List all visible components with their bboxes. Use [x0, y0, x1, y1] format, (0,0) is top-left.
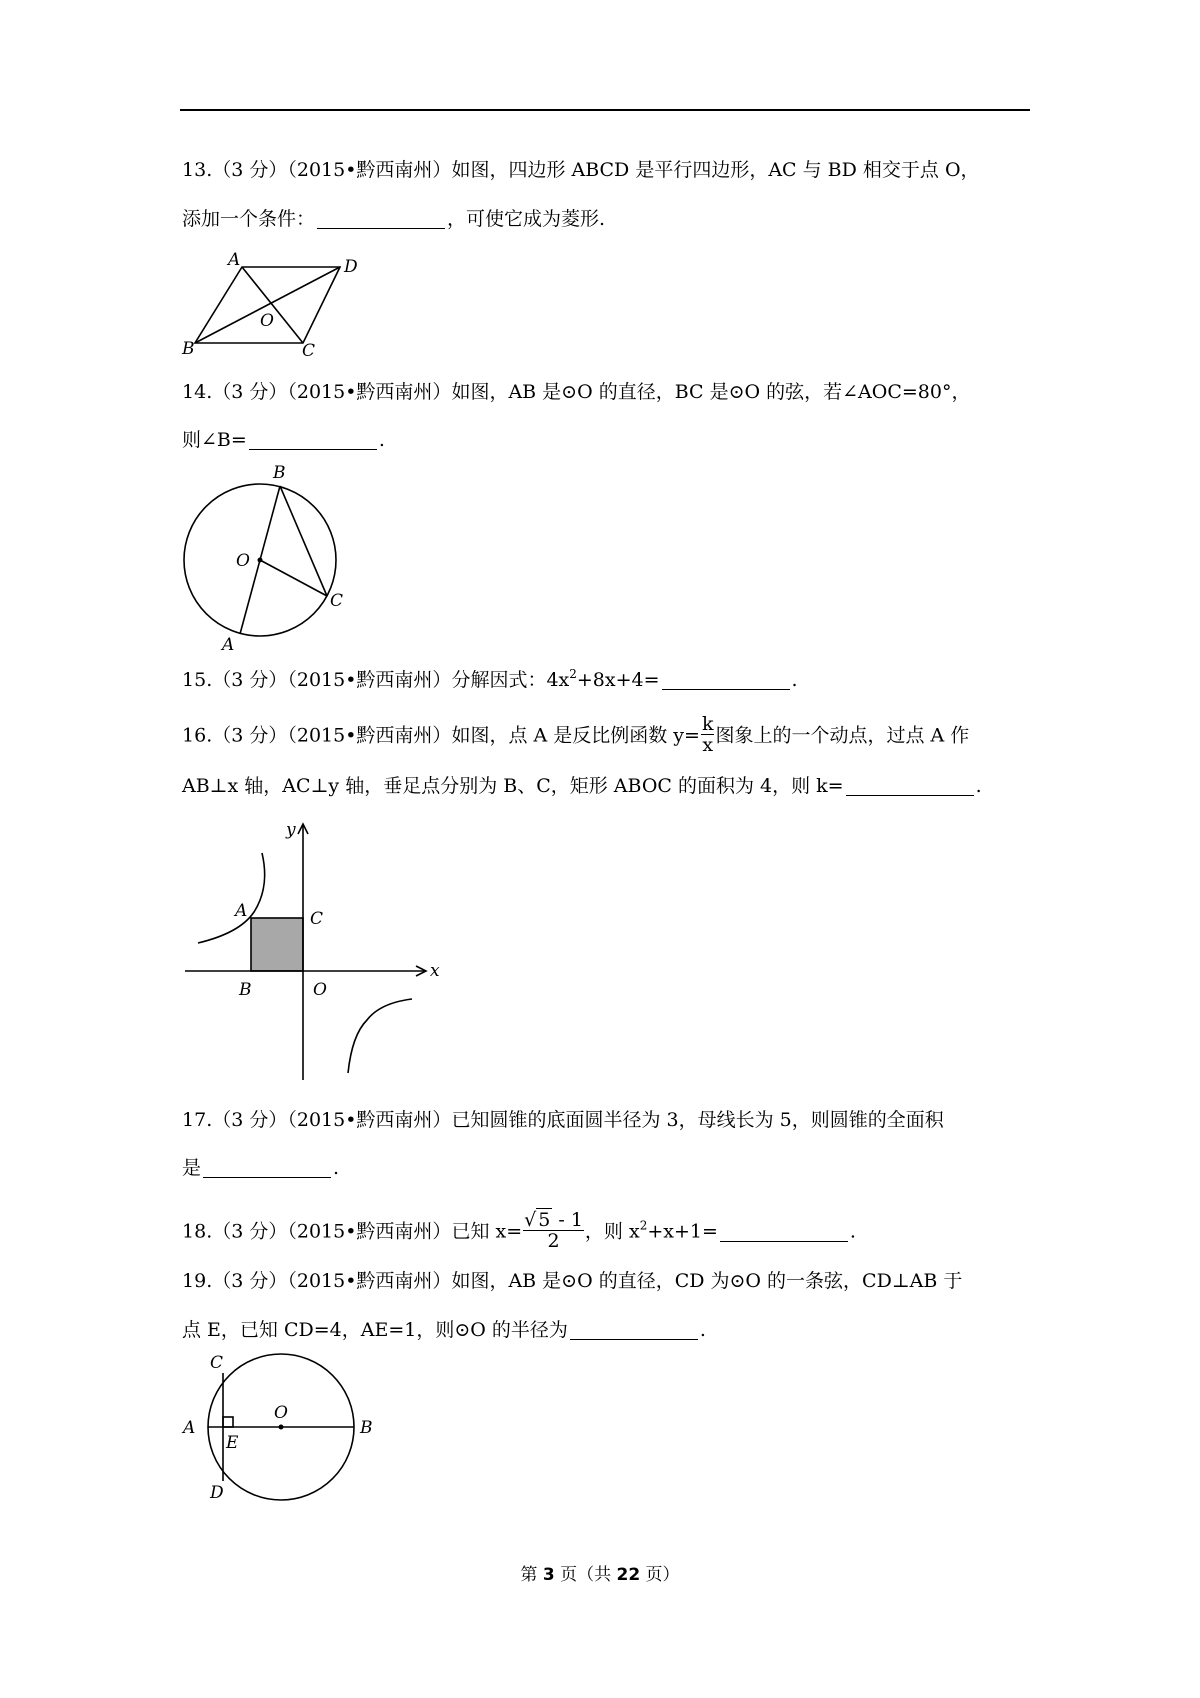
- question-source: （2015•黔西南州）: [287, 1109, 452, 1131]
- question-13-line-1: 13.（3 分）（2015•黔西南州）如图，四边形 ABCD 是平行四边形，AC 与 BD 相交于点 O，: [182, 159, 980, 181]
- question-score: （3 分）: [212, 1270, 288, 1292]
- question-source: （2015•黔西南州）: [287, 159, 452, 181]
- question-text: +x+1=: [647, 1220, 718, 1243]
- question-score: （3 分）: [212, 381, 288, 403]
- label-A: A: [222, 635, 235, 655]
- question-text: 分解因式：4x: [451, 669, 570, 691]
- question-source: （2015•黔西南州）: [287, 669, 452, 691]
- footer-text: 第: [520, 1565, 543, 1585]
- question-score: （3 分）: [212, 1109, 288, 1131]
- label-O: O: [236, 551, 250, 571]
- label-A: A: [228, 250, 241, 270]
- question-number: 18: [182, 1220, 207, 1243]
- question-17-line-2: [182, 1156, 339, 1180]
- question-source: （2015•黔西南州）: [287, 724, 452, 747]
- fraction-numerator: k: [701, 713, 714, 735]
- label-C: C: [302, 341, 316, 361]
- answer-blank[interactable]: [249, 431, 377, 450]
- question-text: .: [333, 1157, 340, 1179]
- footer-text: 页）: [640, 1565, 680, 1585]
- question-source: （2015•黔西南州）: [287, 1270, 452, 1292]
- answer-blank[interactable]: [720, 1223, 848, 1242]
- label-y: y: [286, 820, 296, 840]
- question-17-line-1: 17.（3 分）（2015•黔西南州）已知圆锥的底面圆半径为 3，母线长为 5，则圆锥的全面积: [182, 1109, 944, 1131]
- question-number: 13: [182, 159, 207, 181]
- label-B: B: [239, 980, 252, 1000]
- label-B: B: [273, 463, 286, 483]
- question-number: 16: [182, 724, 207, 747]
- answer-blank[interactable]: [846, 777, 974, 796]
- question-text: .: [699, 1319, 706, 1341]
- fraction-numerator: √ 5 - 1: [524, 1209, 583, 1231]
- exponent: 2: [639, 1218, 648, 1233]
- label-E: E: [226, 1433, 239, 1453]
- question-number: 15: [182, 669, 207, 691]
- answer-blank[interactable]: [203, 1159, 331, 1178]
- question-text: 已知 x=: [451, 1220, 523, 1243]
- page-footer: [0, 1560, 1200, 1585]
- question-14-line-1: 14.（3 分）（2015•黔西南州）如图，AB 是⊙O 的直径，BC 是⊙O 的弦，若∠AOC=80°，: [182, 381, 971, 403]
- question-source: （2015•黔西南州）: [287, 1220, 452, 1243]
- page-total: 22: [616, 1565, 641, 1585]
- question-text: +8x+4=: [576, 669, 660, 691]
- question-text: 如图，AB 是⊙O 的直径，CD 为⊙O 的一条弦，CD⊥AB 于: [451, 1270, 963, 1292]
- question-text: 是: [182, 1157, 202, 1179]
- question-text: 图象上的一个动点，过点 A 作: [715, 724, 970, 747]
- question-score: （3 分）: [212, 159, 288, 181]
- question-14-line-2: [182, 428, 385, 452]
- label-B: B: [182, 339, 195, 359]
- answer-blank[interactable]: [662, 671, 790, 690]
- question-text: 如图，点 A 是反比例函数 y=: [451, 724, 700, 747]
- label-O: O: [260, 311, 274, 331]
- question-text: 如图，AB 是⊙O 的直径，BC 是⊙O 的弦，若∠AOC=80°，: [451, 381, 971, 403]
- question-number: 19: [182, 1270, 207, 1292]
- question-18-line: 18.（3 分）（2015•黔西南州）已知 x= $\frac{√ 5 - 1}{2}$ ，则 $x^2+x+1=$ .: [182, 1209, 856, 1252]
- question-19-line-1: 19.（3 分）（2015•黔西南州）如图，AB 是⊙O 的直径，CD 为⊙O 的一条弦，CD⊥AB 于: [182, 1270, 963, 1292]
- label-C: C: [210, 1353, 224, 1373]
- question-text: ，可使它成为菱形.: [447, 208, 606, 230]
- radicand: 5: [538, 1209, 551, 1231]
- question-number: 14: [182, 381, 207, 403]
- label-O: O: [313, 980, 327, 1000]
- question-text: 点 E，已知 CD=4，AE=1，则⊙O 的半径为: [182, 1319, 568, 1341]
- fraction-k-over-x: [701, 714, 715, 755]
- page-number: 3: [542, 1565, 555, 1585]
- question-text: AB⊥x 轴，AC⊥y 轴，垂足点分别为 B、C，矩形 ABOC 的面积为 4，则 k=: [182, 775, 844, 797]
- figure-16-hyperbola: [180, 815, 450, 1085]
- label-D: D: [344, 257, 358, 277]
- question-number: 17: [182, 1109, 207, 1131]
- answer-blank[interactable]: [317, 210, 445, 229]
- figure-14-circle: [170, 460, 370, 660]
- question-19-line-2: [182, 1318, 706, 1342]
- question-text: ，则 x: [584, 1220, 640, 1243]
- label-O: O: [274, 1403, 288, 1423]
- question-13-line-2: [182, 207, 605, 231]
- label-D: D: [210, 1483, 224, 1503]
- question-text: 已知圆锥的底面圆半径为 3，母线长为 5，则圆锥的全面积: [451, 1109, 944, 1131]
- label-C: C: [330, 591, 344, 611]
- fraction-sqrt5-minus-1-over-2: [523, 1210, 584, 1251]
- question-text: .: [975, 775, 982, 797]
- label-A: A: [235, 901, 248, 921]
- numerator-rest: - 1: [552, 1209, 583, 1231]
- answer-blank[interactable]: [570, 1321, 698, 1340]
- figure-19-circle-chord: [180, 1350, 380, 1510]
- question-score: （3 分）: [212, 1220, 288, 1243]
- question-16-line-1: 16.（3 分）（2015•黔西南州）如图，点 A 是反比例函数 y= $\frac{k}{x}$ 图象上的一个动点，过点 A 作: [182, 713, 970, 756]
- question-15-line: 15.（3 分）（2015•黔西南州）分解因式：$4x^2+8x+4=$ .: [182, 667, 798, 691]
- question-text: .: [791, 669, 798, 691]
- question-text: 则∠B=: [182, 429, 247, 451]
- label-A: A: [183, 1418, 196, 1438]
- question-text: 添加一个条件：: [182, 208, 316, 230]
- question-score: （3 分）: [212, 724, 288, 747]
- footer-text: 页（共: [554, 1565, 617, 1585]
- fraction-denominator: 2: [547, 1230, 560, 1252]
- question-16-line-2: [182, 774, 982, 798]
- exponent: 2: [569, 667, 577, 681]
- fraction-denominator: x: [702, 734, 714, 756]
- label-B: B: [360, 1418, 373, 1438]
- question-text: 如图，四边形 ABCD 是平行四边形，AC 与 BD 相交于点 O，: [451, 159, 980, 181]
- label-C: C: [310, 909, 324, 929]
- question-score: （3 分）: [212, 669, 288, 691]
- label-x: x: [430, 961, 440, 981]
- question-text: .: [378, 429, 385, 451]
- figure-13-parallelogram: [180, 250, 380, 360]
- header-rule: [180, 109, 1030, 111]
- question-source: （2015•黔西南州）: [287, 381, 452, 403]
- question-text: .: [849, 1220, 856, 1243]
